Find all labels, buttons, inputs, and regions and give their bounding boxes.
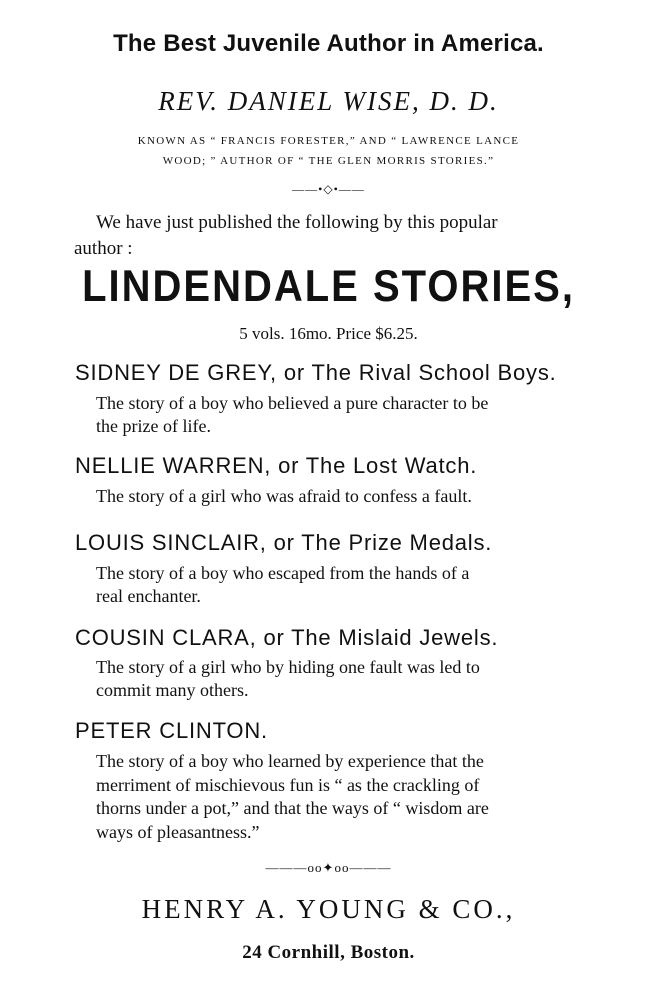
intro-line-1: We have just published the following by this popular	[96, 212, 498, 233]
intro-line-2: author :	[74, 238, 133, 259]
book-description-line: real enchanter.	[96, 586, 201, 606]
book-description-line: The story of a girl who by hiding one fault was led to	[96, 657, 480, 677]
book-description-line: the prize of life.	[96, 416, 211, 436]
book-description-line: ways of pleasantness.”	[96, 822, 260, 842]
book-title-cousin-clara: COUSIN CLARA, or The Mislaid Jewels.	[75, 625, 499, 650]
book-description-line: merriment of mischievous fun is “ as the crackling of	[96, 775, 480, 795]
book-title-nellie-warren: NELLIE WARREN, or The Lost Watch.	[75, 453, 478, 478]
book-title-sidney-de-grey: SIDNEY DE GREY, or The Rival School Boys.	[75, 360, 557, 385]
page-heading: The Best Juvenile Author in America.	[113, 30, 544, 57]
book-description-line: The story of a boy who escaped from the hands of a	[96, 563, 470, 583]
book-description-line: The story of a girl who was afraid to confess a fault.	[96, 486, 472, 506]
publisher-name: HENRY A. YOUNG & CO.,	[141, 894, 516, 924]
book-description-line: The story of a boy who learned by experience that the	[96, 751, 484, 771]
author-name: REV. DANIEL WISE, D. D.	[158, 86, 499, 116]
book-description-line: The story of a boy who believed a pure character to be	[96, 393, 489, 413]
book-title-louis-sinclair: LOUIS SINCLAIR, or The Prize Medals.	[75, 530, 493, 555]
publisher-address: 24 Cornhill, Boston.	[242, 942, 415, 963]
ornament-divider-top: ——•◇•——	[292, 182, 365, 196]
ornament-divider-bottom: ———oo✦oo———	[265, 860, 392, 875]
known-as-line-1: KNOWN AS “ FRANCIS FORESTER,” AND “ LAWRENCE LANCE	[137, 135, 520, 147]
series-title: LINDENDALE STORIES,	[82, 262, 575, 312]
book-description-line: commit many others.	[96, 680, 249, 700]
series-price: 5 vols. 16mo. Price $6.25.	[239, 324, 418, 343]
book-description-line: thorns under a pot,” and that the ways of “ wisdom are	[96, 798, 489, 818]
book-title-peter-clinton: PETER CLINTON.	[75, 718, 268, 743]
known-as-line-2: WOOD; ” AUTHOR OF “ THE GLEN MORRIS STORIES.”	[162, 155, 495, 167]
